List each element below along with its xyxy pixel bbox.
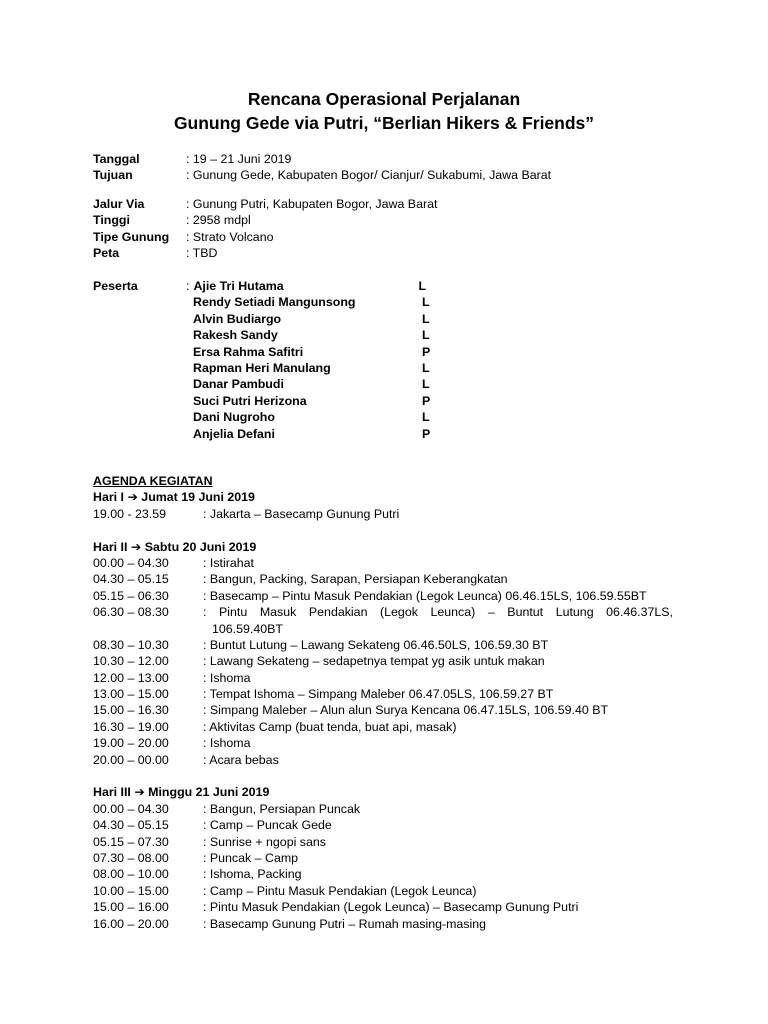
- day-prefix: Hari I: [93, 490, 124, 505]
- info-value: : TBD: [186, 246, 218, 261]
- agenda-text: : Camp – Pintu Masuk Pendakian (Legok Leunca): [203, 883, 477, 898]
- agenda-item: [93, 637, 673, 653]
- participant-name: Dani Nugroho: [193, 410, 275, 425]
- agenda-time: 10.00 – 15.00: [93, 883, 169, 898]
- participant-gender: L: [422, 360, 430, 375]
- participant-gender: P: [422, 426, 431, 441]
- day-prefix: Hari II: [93, 539, 128, 554]
- agenda-item: [93, 801, 673, 817]
- participant-name: Danar Pambudi: [193, 377, 284, 392]
- info-label: Tinggi: [93, 213, 130, 228]
- agenda-time: 20.00 – 00.00: [93, 752, 169, 767]
- agenda-item: [93, 883, 673, 899]
- agenda-text-continuation: 106.59.40BT: [212, 621, 283, 636]
- participant-name: Anjelia Defani: [193, 426, 275, 441]
- agenda-item: [93, 735, 673, 751]
- info-label: Tujuan: [93, 168, 133, 183]
- day-prefix: Hari III: [93, 785, 131, 800]
- day-heading: [93, 539, 673, 555]
- agenda-time: 05.15 – 06.30: [93, 588, 169, 603]
- day-date: Sabtu 20 Juni 2019: [144, 539, 257, 554]
- day-date: Minggu 21 Juni 2019: [148, 785, 270, 800]
- agenda-item: [93, 670, 673, 686]
- participant-gender: P: [422, 344, 431, 359]
- agenda-text: : Ishoma: [203, 670, 251, 685]
- participant-name: Rakesh Sandy: [193, 328, 278, 343]
- info-row-jalur: [93, 196, 437, 212]
- peserta-colon: :: [186, 279, 190, 293]
- agenda-item: [93, 866, 673, 882]
- agenda-text: : Pintu Masuk Pendakian (Legok Leunca) – Buntut Lutung 06.46.37LS,: [203, 605, 673, 620]
- document-title-line1: Rencana Operasional Perjalanan: [247, 89, 521, 109]
- info-label: Tipe Gunung: [93, 229, 170, 244]
- agenda-time: 10.30 – 12.00: [93, 654, 169, 669]
- agenda-item: [93, 834, 673, 850]
- right-arrow-icon: ➔: [134, 785, 145, 800]
- day-heading: [93, 489, 673, 505]
- participant-name: Ajie Tri Hutama: [193, 279, 284, 293]
- info-value: : Strato Volcano: [186, 229, 274, 244]
- agenda-item: [93, 506, 673, 522]
- agenda-time: 04.30 – 05.15: [93, 818, 169, 833]
- participant-row: [93, 294, 430, 310]
- day-date: Jumat 19 Juni 2019: [141, 490, 255, 505]
- agenda-item: [93, 702, 673, 718]
- agenda-text: : Lawang Sekateng – sedapetnya tempat yg asik untuk makan: [203, 654, 545, 669]
- agenda-text: : Tempat Ishoma – Simpang Maleber 06.47.05LS, 106.59.27 BT: [203, 687, 554, 702]
- trip-info: [93, 151, 551, 184]
- participant-gender: L: [422, 377, 430, 392]
- document-title-line2: Gunung Gede via Putri, “Berlian Hikers & Friends”: [173, 113, 595, 133]
- agenda-item: [93, 604, 673, 620]
- peserta-label: Peserta: [93, 279, 138, 293]
- agenda-text: : Basecamp Gunung Putri – Rumah masing-masing: [203, 916, 487, 931]
- agenda-item-continuation: [93, 621, 673, 637]
- participant-gender: L: [422, 328, 430, 343]
- agenda-time: 16.00 – 20.00: [93, 916, 169, 931]
- agenda-text: : Camp – Puncak Gede: [203, 818, 332, 833]
- participant-row: [93, 376, 430, 392]
- agenda-time: 12.00 – 13.00: [93, 670, 169, 685]
- agenda-text: : Istirahat: [203, 555, 254, 570]
- agenda-item: [93, 817, 673, 833]
- participant-gender: P: [422, 393, 431, 408]
- agenda-time: 00.00 – 04.30: [93, 555, 169, 570]
- participant-gender: L: [422, 311, 430, 326]
- agenda-time: 08.00 – 10.00: [93, 867, 169, 882]
- right-arrow-icon: ➔: [127, 490, 138, 505]
- info-row-peta: [93, 245, 437, 261]
- participant-row: [93, 278, 430, 294]
- agenda-text: : Bangun, Persiapan Puncak: [203, 801, 361, 816]
- participant-row: [93, 344, 430, 360]
- info-row-tipe: [93, 229, 437, 245]
- info-value: : 2958 mdpl: [186, 213, 251, 228]
- agenda-section: [93, 473, 673, 932]
- agenda-item: [93, 555, 673, 571]
- agenda-text: : Buntut Lutung – Lawang Sekateng 06.46.50LS, 106.59.30 BT: [203, 637, 549, 652]
- agenda-time: 19.00 - 23.59: [93, 506, 167, 521]
- participant-row: [93, 409, 430, 425]
- participant-gender: L: [422, 410, 430, 425]
- agenda-text: : Puncak – Camp: [203, 850, 299, 865]
- agenda-time: 05.15 – 07.30: [93, 834, 169, 849]
- info-value: : Gunung Putri, Kabupaten Bogor, Jawa Barat: [186, 197, 438, 211]
- participant-gender: L: [418, 279, 427, 293]
- agenda-item: [93, 686, 673, 702]
- agenda-text: : Pintu Masuk Pendakian (Legok Leunca) – Basecamp Gunung Putri: [203, 900, 579, 915]
- agenda-text: : Ishoma, Packing: [203, 867, 302, 882]
- participant-row: [93, 327, 430, 343]
- agenda-item: [93, 571, 673, 587]
- agenda-item: [93, 916, 673, 932]
- agenda-text: : Bangun, Packing, Sarapan, Persiapan Keberangkatan: [203, 572, 508, 587]
- agenda-time: 08.30 – 10.30: [93, 637, 169, 652]
- participant-name: Ersa Rahma Safitri: [193, 344, 304, 359]
- agenda-time: 13.00 – 15.00: [93, 687, 169, 702]
- participant-name: Alvin Budiargo: [193, 311, 282, 326]
- agenda-text: : Basecamp – Pintu Masuk Pendakian (Legok Leunca) 06.46.15LS, 106.59.55BT: [203, 588, 647, 603]
- agenda-text: : Sunrise + ngopi sans: [203, 834, 326, 849]
- agenda-text: : Aktivitas Camp (buat tenda, buat api, masak): [203, 719, 457, 734]
- agenda-item: [93, 752, 673, 768]
- agenda-time: 15.00 – 16.30: [93, 703, 169, 718]
- agenda-time: 06.30 – 08.30: [93, 605, 169, 620]
- agenda-time: 19.00 – 20.00: [93, 736, 169, 751]
- agenda-time: 04.30 – 05.15: [93, 572, 169, 587]
- info-label: Jalur Via: [93, 197, 145, 211]
- agenda-item: [93, 719, 673, 735]
- agenda-time: 00.00 – 04.30: [93, 801, 169, 816]
- info-row-tinggi: [93, 212, 437, 228]
- info-label: Peta: [93, 246, 120, 261]
- info-row-tujuan: [93, 167, 551, 183]
- route-info: [93, 196, 437, 262]
- participant-name: Suci Putri Herizona: [193, 393, 307, 408]
- agenda-text: : Ishoma: [203, 736, 251, 751]
- agenda-item: [93, 850, 673, 866]
- agenda-text: : Simpang Maleber – Alun alun Surya Kencana 06.47.15LS, 106.59.40 BT: [203, 703, 609, 718]
- agenda-text: : Acara bebas: [203, 752, 279, 767]
- participant-gender: L: [422, 295, 430, 310]
- participant-row: [93, 393, 430, 409]
- agenda-item: [93, 899, 673, 915]
- agenda-time: 16.30 – 19.00: [93, 719, 169, 734]
- participant-row: [93, 426, 430, 442]
- agenda-time: 15.00 – 16.00: [93, 900, 169, 915]
- info-row-tanggal: [93, 151, 551, 167]
- info-label: Tanggal: [93, 152, 140, 166]
- participant-list: [93, 278, 430, 442]
- participant-row: [93, 360, 430, 376]
- info-value: : 19 – 21 Juni 2019: [186, 152, 292, 166]
- agenda-item: [93, 653, 673, 669]
- agenda-heading: AGENDA KEGIATAN: [93, 474, 213, 488]
- participant-row: [93, 311, 430, 327]
- participant-name: Rapman Heri Manulang: [193, 360, 331, 375]
- agenda-time: 07.30 – 08.00: [93, 850, 169, 865]
- agenda-item: [93, 588, 673, 604]
- agenda-text: : Jakarta – Basecamp Gunung Putri: [203, 506, 400, 521]
- info-value: : Gunung Gede, Kabupaten Bogor/ Cianjur/ Sukabumi, Jawa Barat: [186, 168, 552, 183]
- participant-name: Rendy Setiadi Mangunsong: [193, 295, 356, 310]
- right-arrow-icon: ➔: [130, 539, 142, 554]
- day-heading: [93, 784, 673, 800]
